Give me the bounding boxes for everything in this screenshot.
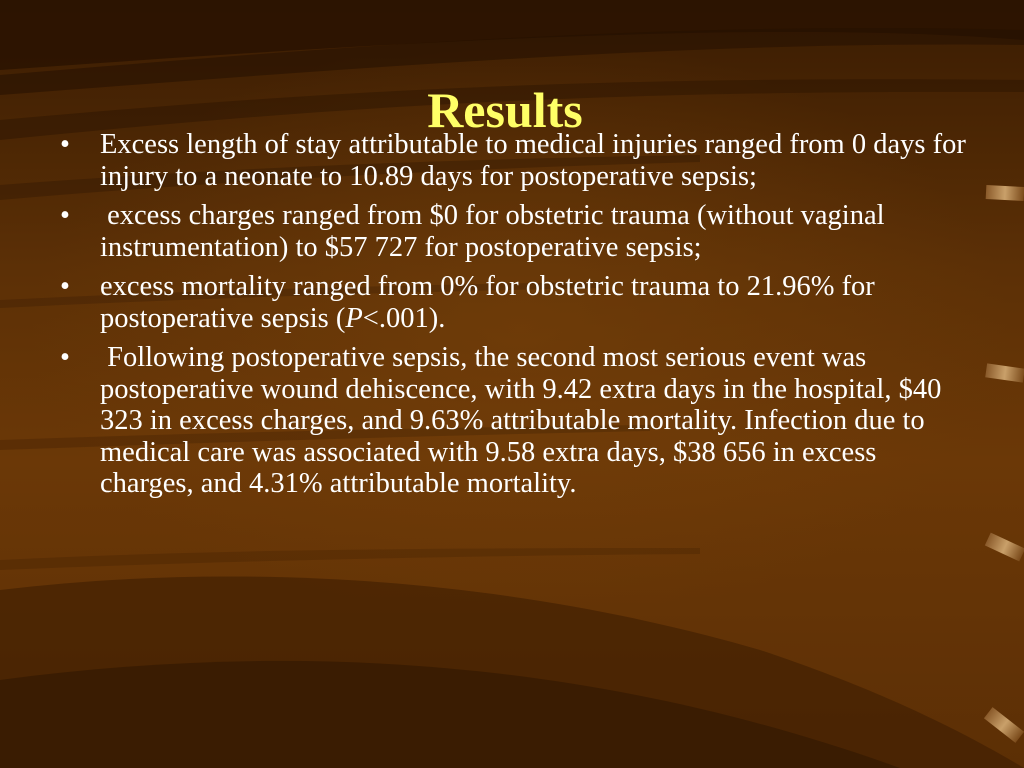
bullet-text: Excess length of stay attributable to medical injuries ranged from 0 days for injury to a neonate to 10.89 days for postoperative sepsis; (100, 129, 966, 192)
p-value-symbol: P (345, 302, 363, 334)
bullet-list (60, 129, 975, 508)
bullet-text: excess charges ranged from $0 for obstetric trauma (without vaginal instrumentation) to $57 727 for postoperative sepsis; (100, 200, 892, 263)
bullet-text: Following postoperative sepsis, the second most serious event was postoperative wound dehiscence, with 9.42 extra days in the hospital, $40 323 in excess charges, and 9.63% attributable mortality. Infection due to medical care was associated with 9.58 extra days, $38 656 in excess charges, and 4.31% attributable mortality. (100, 342, 949, 499)
bullet-item (60, 271, 975, 334)
bullet-icon: • (60, 129, 70, 160)
slide-title: Results (427, 82, 583, 138)
bullet-item (60, 200, 975, 263)
bullet-text-after-italic: <.001). (362, 302, 446, 334)
bullet-text-before-italic: excess mortality ranged from 0% for obstetric trauma to 21.96% for postoperative sepsis ( (100, 271, 875, 334)
bullet-icon: • (60, 200, 70, 231)
bullet-item (60, 342, 975, 500)
bullet-item (60, 129, 975, 192)
bullet-icon: • (60, 342, 70, 373)
bullet-icon: • (60, 271, 70, 302)
